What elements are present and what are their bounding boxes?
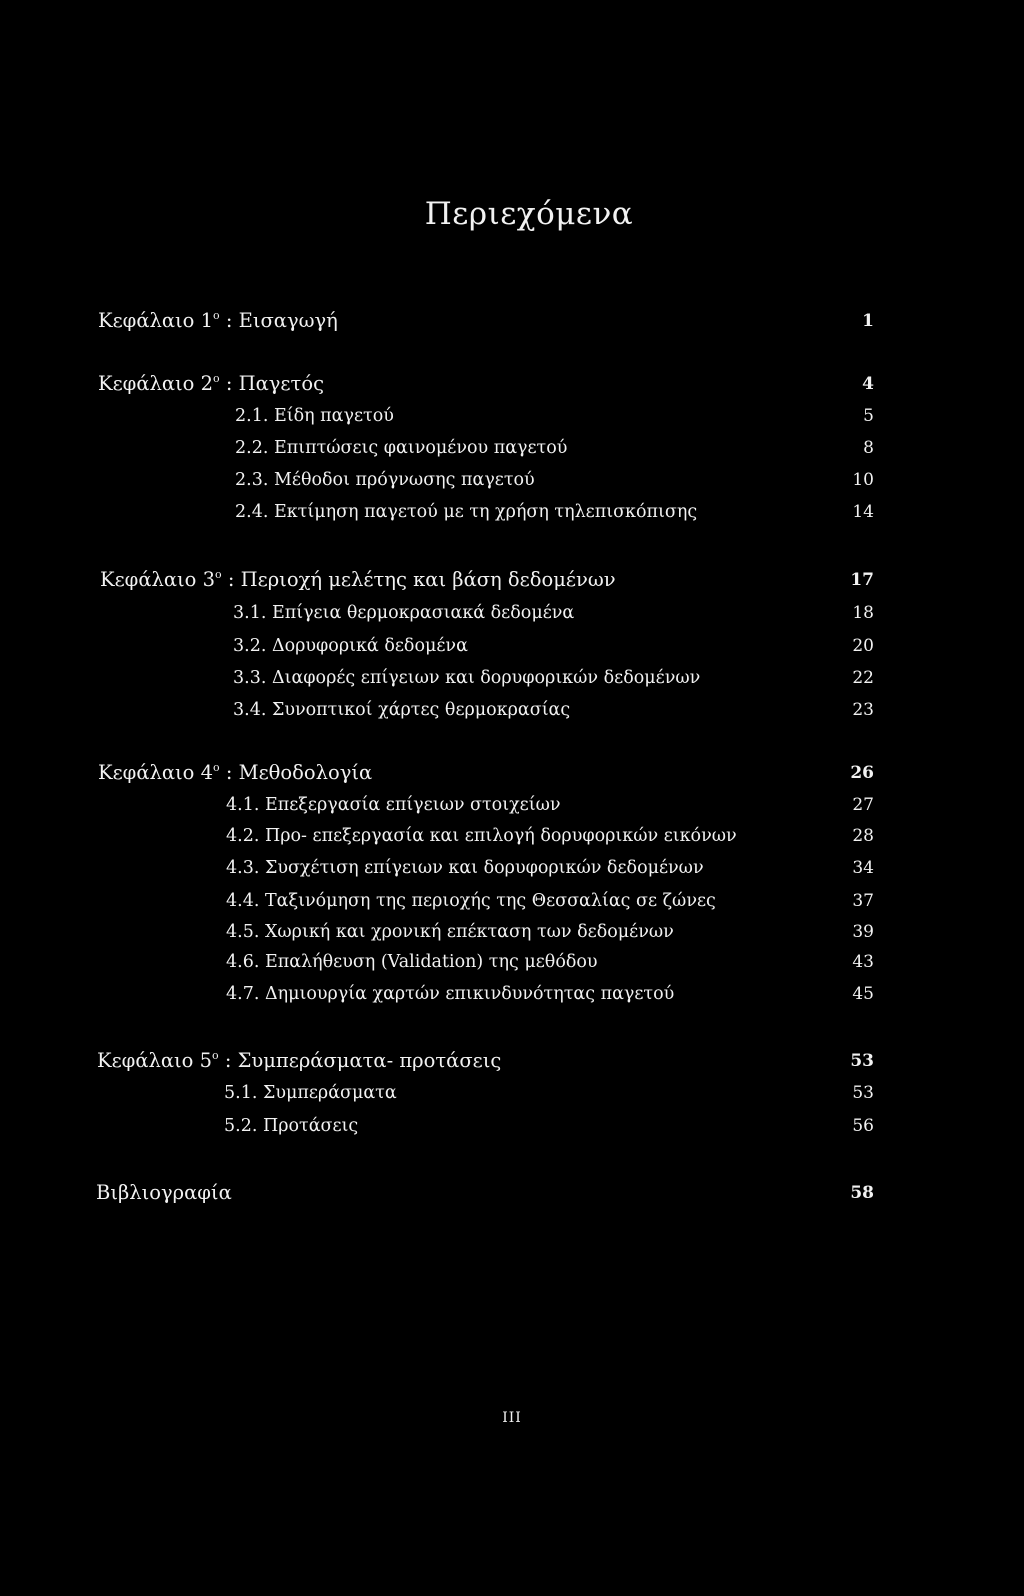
toc-page-number: 4 (862, 374, 874, 394)
toc-page-number: 1 (862, 311, 874, 331)
toc-entry-section[interactable] (0, 854, 1024, 882)
toc-page-number: 17 (850, 570, 874, 590)
toc-entry-section[interactable] (0, 948, 1024, 976)
toc-page-number: 23 (852, 700, 874, 720)
toc-entry-section[interactable] (0, 632, 1024, 660)
toc-entry-label: 4.1. Επεξεργασία επίγειων στοιχείων (226, 795, 561, 815)
toc-page-number: 53 (852, 1083, 874, 1103)
toc-entry-label: 4.6. Επαλήθευση (Validation) της μεθόδου (226, 952, 598, 972)
toc-entry-section[interactable] (0, 696, 1024, 724)
toc-entry-label: 5.2. Προτάσεις (224, 1116, 359, 1136)
toc-entry-label: Κεφάλαιο $5^o$ : Συμπεράσματα- προτάσεις (97, 1049, 502, 1072)
toc-page-number: 26 (850, 763, 874, 783)
toc-entry-label: Κεφάλαιο $4^o$ : Μεθοδολογία (98, 761, 373, 784)
toc-entry-label: 4.3. Συσχέτιση επίγειων και δορυφορικών δεδομένων (226, 858, 704, 878)
toc-entry-section[interactable] (0, 887, 1024, 915)
toc-page-number: 37 (852, 891, 874, 911)
toc-entry-section[interactable] (0, 918, 1024, 946)
toc-page-number: 20 (852, 636, 874, 656)
toc-entry-section[interactable] (0, 980, 1024, 1008)
toc-entry-label: 4.4. Ταξινόμηση της περιοχής της Θεσσαλίας σε ζώνες (226, 891, 716, 911)
toc-entry-label: 3.3. Διαφορές επίγειων και δορυφορικών δεδομένων (233, 668, 701, 688)
toc-entry-label: 3.1. Επίγεια θερμοκρασιακά δεδομένα (233, 603, 575, 623)
toc-entry-label: 3.2. Δορυφορικά δεδομένα (233, 636, 468, 656)
toc-entry-bibliography[interactable] (0, 1179, 1024, 1207)
toc-entry-label: Κεφάλαιο $2^o$ : Παγετός (98, 372, 324, 395)
toc-entry-section[interactable] (0, 498, 1024, 526)
toc-entry-chapter-5[interactable] (0, 1047, 1024, 1075)
toc-entry-section[interactable] (0, 402, 1024, 430)
toc-entry-section[interactable] (0, 466, 1024, 494)
toc-entry-label: 2.2. Επιπτώσεις φαινομένου παγετού (235, 438, 568, 458)
toc-page-number: 10 (852, 470, 874, 490)
toc-entry-label: 2.4. Εκτίμηση παγετού με τη χρήση τηλεπισκόπισης (235, 502, 698, 522)
toc-page-number: 28 (852, 826, 874, 846)
toc-page-number: 22 (852, 668, 874, 688)
toc-entry-section[interactable] (0, 1079, 1024, 1107)
toc-entry-label: 5.1. Συμπεράσματα (224, 1083, 397, 1103)
page-title: Περιεχόμενα (424, 196, 634, 232)
toc-entry-label: 2.3. Μέθοδοι πρόγνωσης παγετού (235, 470, 535, 490)
page-folio: III (502, 1410, 522, 1426)
toc-entry-label: Κεφάλαιο $3^o$ : Περιοχή μελέτης και βάση δεδομένων (100, 568, 616, 591)
toc-page-number: 8 (863, 438, 874, 458)
toc-page-number: 5 (863, 406, 874, 426)
toc-entry-chapter-4[interactable] (0, 759, 1024, 787)
toc-entry-section[interactable] (0, 791, 1024, 819)
toc-entry-section[interactable] (0, 664, 1024, 692)
toc-entry-label: 4.7. Δημιουργία χαρτών επικινδυνότητας παγετού (226, 984, 675, 1004)
toc-entry-chapter-1[interactable] (0, 307, 1024, 335)
toc-page-number: 58 (850, 1183, 874, 1203)
toc-page-number: 43 (852, 952, 874, 972)
toc-entry-section[interactable] (0, 434, 1024, 462)
toc-entry-label: 3.4. Συνοπτικοί χάρτες θερμοκρασίας (233, 700, 571, 720)
toc-page-number: 53 (850, 1051, 874, 1071)
toc-entry-label: 4.5. Χωρική και χρονική επέκταση των δεδομένων (226, 922, 674, 942)
toc-page-number: 45 (852, 984, 874, 1004)
toc-entry-label: 2.1. Είδη παγετού (235, 406, 394, 426)
toc-entry-label: Βιβλιογραφία (96, 1181, 232, 1204)
toc-entry-section[interactable] (0, 599, 1024, 627)
toc-page-number: 34 (852, 858, 874, 878)
toc-entry-section[interactable] (0, 1112, 1024, 1140)
toc-page-number: 39 (852, 922, 874, 942)
toc-entry-chapter-2[interactable] (0, 370, 1024, 398)
toc-entry-label: Κεφάλαιο $1^o$ : Εισαγωγή (98, 309, 338, 332)
toc-entry-chapter-3[interactable] (0, 566, 1024, 594)
toc-page-number: 14 (852, 502, 874, 522)
toc-entry-section[interactable] (0, 822, 1024, 850)
toc-page-number: 18 (852, 603, 874, 623)
toc-page-number: 27 (852, 795, 874, 815)
toc-page-number: 56 (852, 1116, 874, 1136)
toc-entry-label: 4.2. Προ- επεξεργασία και επιλογή δορυφορικών εικόνων (226, 826, 737, 846)
